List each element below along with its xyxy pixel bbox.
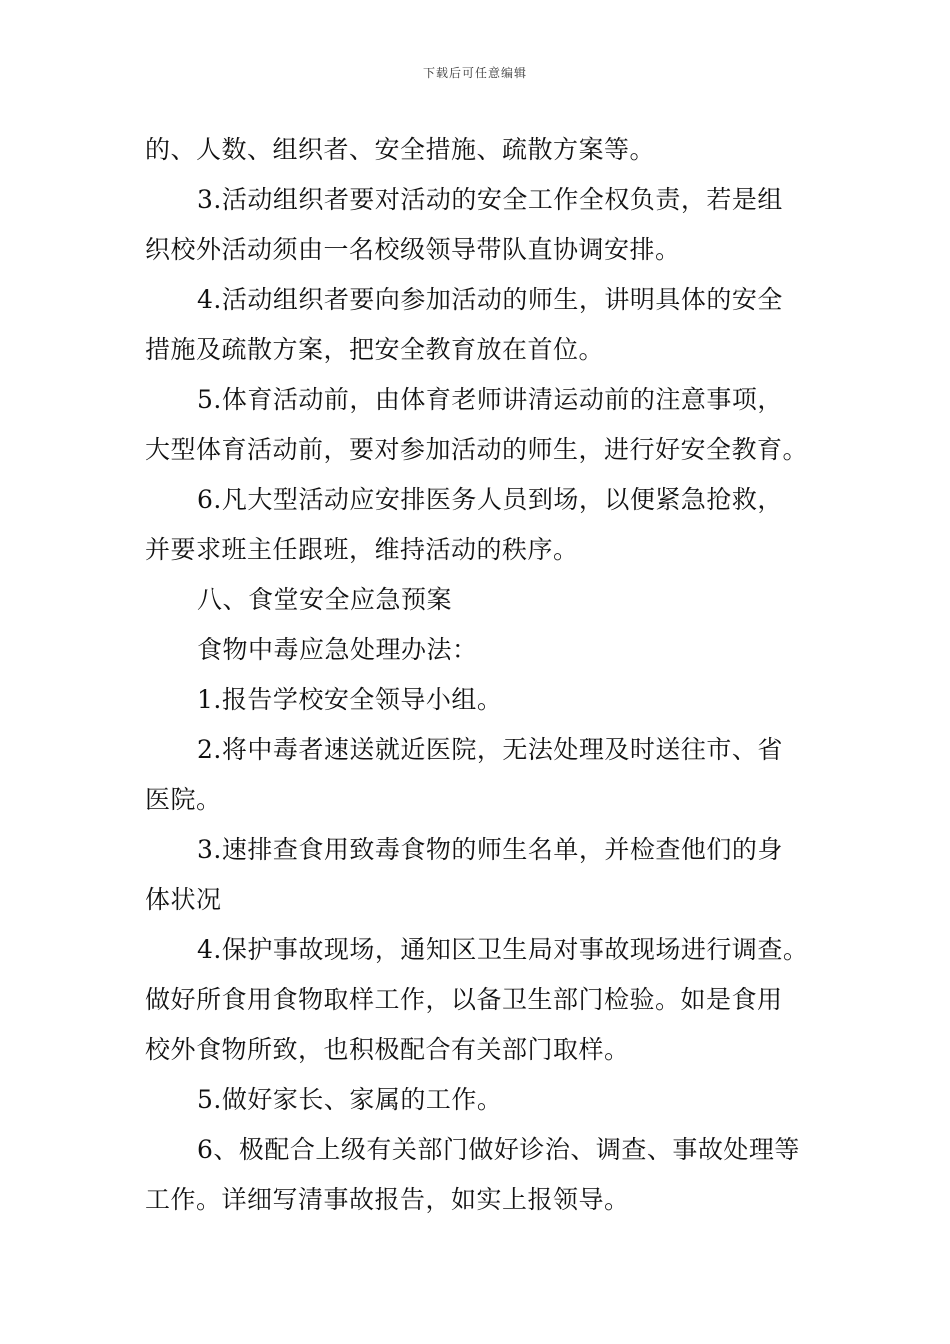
text-line-16: 体状况 — [145, 885, 222, 914]
text-line-14: 医院。 — [145, 785, 222, 814]
subheading: 食物中毒应急处理办法： — [197, 635, 478, 664]
text-line-5: 措施及疏散方案，把安全教育放在首位。 — [145, 335, 605, 364]
text-line-20: 5.做好家长、家属的工作。 — [197, 1085, 503, 1114]
text-line-21: 6、极配合上级有关部门做好诊治、调查、事故处理等 — [197, 1135, 800, 1164]
section-heading: 八、食堂安全应急预案 — [197, 585, 453, 614]
text-line-7: 大型体育活动前，要对参加活动的师生，进行好安全教育。 — [145, 435, 809, 464]
text-line-17: 4.保护事故现场，通知区卫生局对事故现场进行调查。 — [197, 935, 809, 964]
text-line-19: 校外食物所致，也积极配合有关部门取样。 — [145, 1035, 630, 1064]
text-line-15: 3.速排查食用致毒食物的师生名单，并检查他们的身 — [197, 835, 783, 864]
text-line-8: 6.凡大型活动应安排医务人员到场，以便紧急抢救， — [197, 485, 783, 514]
text-line-22: 工作。详细写清事故报告，如实上报领导。 — [145, 1185, 630, 1214]
text-line-12: 1.报告学校安全领导小组。 — [197, 685, 503, 714]
text-line-13: 2.将中毒者速送就近医院，无法处理及时送往市、省 — [197, 735, 783, 764]
text-line-4: 4.活动组织者要向参加活动的师生，讲明具体的安全 — [197, 285, 783, 314]
page-header: 下载后可任意编辑 — [422, 66, 527, 80]
text-line-1: 的、人数、组织者、安全措施、疏散方案等。 — [145, 135, 656, 164]
text-line-9: 并要求班主任跟班，维持活动的秩序。 — [145, 535, 579, 564]
text-line-18: 做好所食用食物取样工作，以备卫生部门检验。如是食用 — [145, 985, 783, 1014]
text-line-3: 织校外活动须由一名校级领导带队直协调安排。 — [145, 235, 681, 264]
document-body — [145, 125, 825, 1225]
text-line-2: 3.活动组织者要对活动的安全工作全权负责，若是组 — [197, 185, 783, 214]
text-line-6: 5.体育活动前，由体育老师讲清运动前的注意事项， — [197, 385, 783, 414]
